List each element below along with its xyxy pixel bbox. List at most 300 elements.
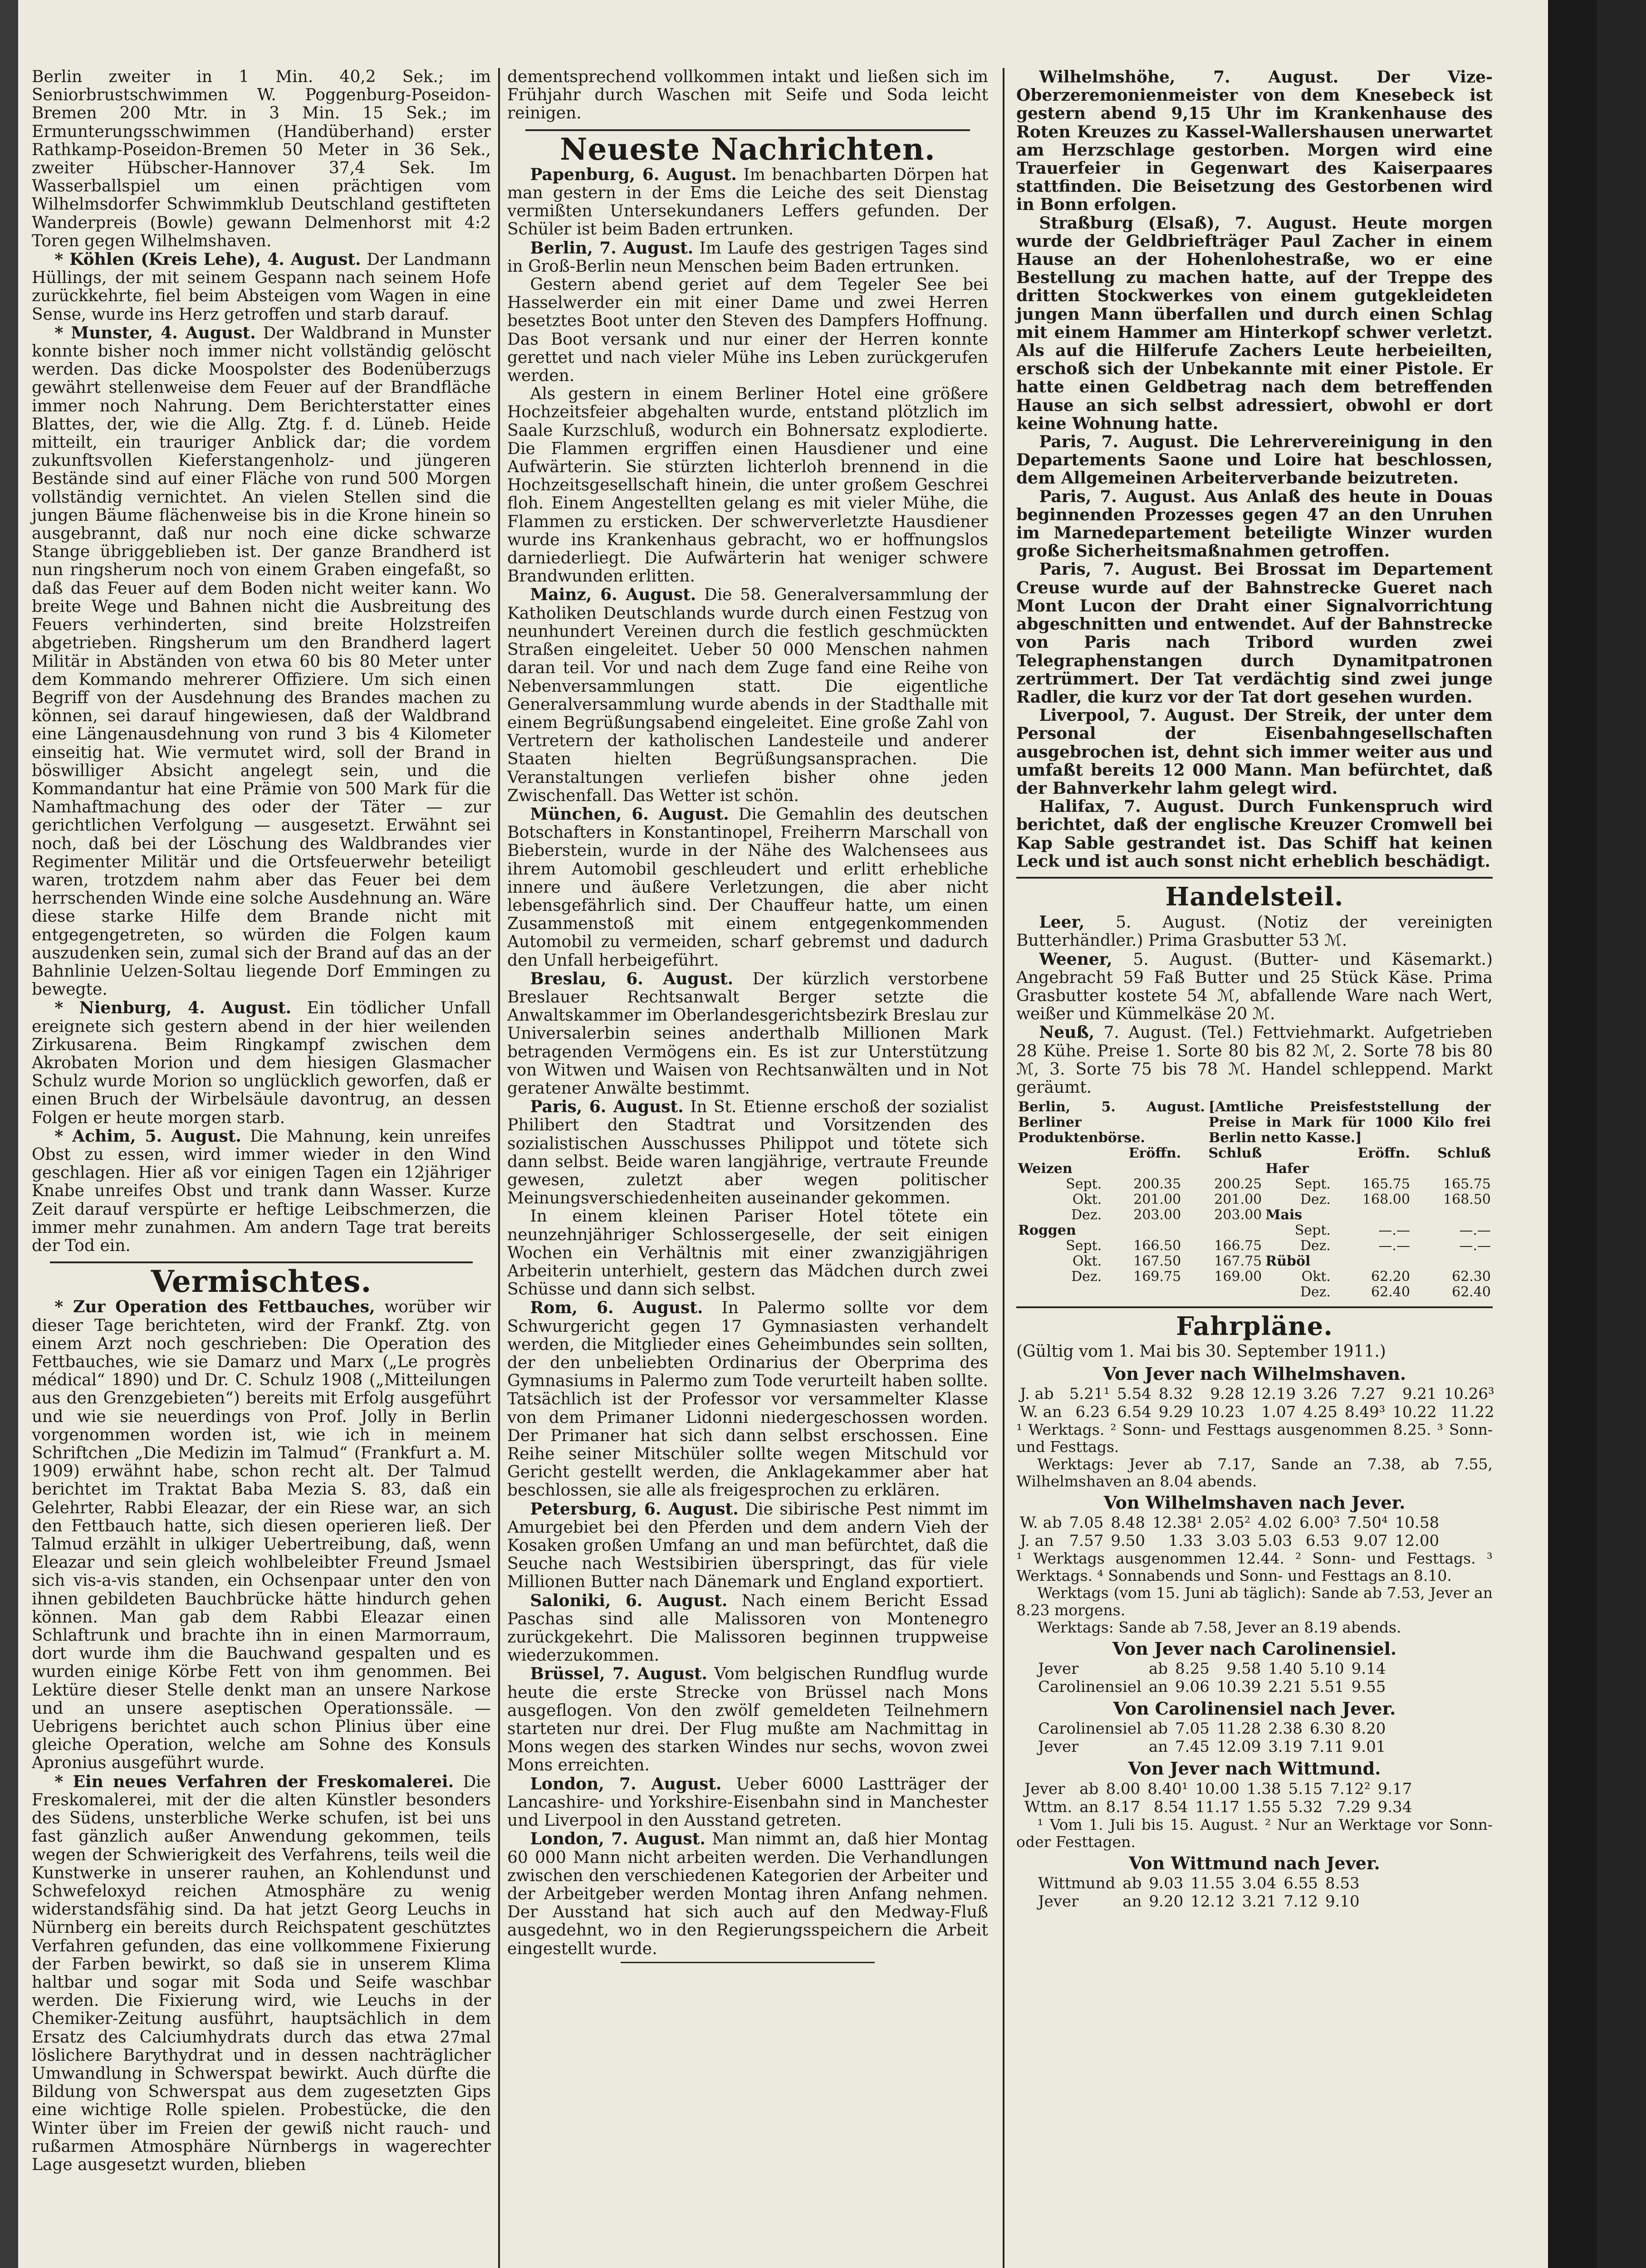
market-cell bbox=[1332, 1161, 1412, 1177]
column-rule-1 bbox=[498, 68, 500, 2268]
commodity-name: Rüböl bbox=[1265, 1253, 1311, 1270]
departure-time: an bbox=[1149, 1738, 1168, 1756]
departure-time: 3.21 bbox=[1242, 1892, 1277, 1911]
telegram-text: Der Vize-Oberzeremonienmeister von dem Knesebeck ist gestern abend 9,15 Uhr im Krankenhause des Roten Kreuzes zu Kassel-Wallershausen unerwartet am Herzschlage gestorben. Morgen wird eine Trauerfeier in Gegenwart des Kaiserpaares stattfinden. Die Beisetzung des Gestorbenen wird in Bonn erfolgen. bbox=[1016, 68, 1493, 215]
price-value: 166.50 bbox=[1133, 1238, 1181, 1254]
article-freskomalerei bbox=[32, 1773, 491, 2174]
departure-time: 11.17 bbox=[1195, 1798, 1239, 1816]
departure-time: 6.00³ bbox=[1299, 1513, 1340, 1532]
market-cell bbox=[1264, 1146, 1332, 1161]
news-item bbox=[507, 385, 988, 586]
dateline: * Nienburg, 4. August. bbox=[54, 998, 292, 1018]
market-text: 5. August. (Butter- und Käsemarkt.) Angebracht 59 Faß Butter und 25 Stück Käse. Prima Grasbutter kostete 54 ℳ, abfallende Ware nach Wert, weißer und Kümmelkäse 20 ℳ. bbox=[1016, 950, 1493, 1024]
price-value: 167.75 bbox=[1214, 1253, 1262, 1270]
telegram-item bbox=[1016, 68, 1493, 214]
timetable-heading: Von Carolinensiel nach Jever. bbox=[1113, 1698, 1396, 1719]
departure-time: 10.39 bbox=[1216, 1678, 1261, 1696]
departure-time: 9.03 bbox=[1149, 1874, 1184, 1892]
market-cell bbox=[1183, 1161, 1264, 1177]
news-item bbox=[507, 1207, 988, 1299]
price-value: 201.00 bbox=[1133, 1192, 1181, 1208]
departure-time: 5.03 bbox=[1258, 1531, 1293, 1550]
departure-time: 9.10 bbox=[1325, 1892, 1360, 1911]
station-name: W. ab bbox=[1020, 1513, 1062, 1532]
timetable-row bbox=[1016, 1385, 1498, 1403]
dateline: Paris, 7. August. bbox=[1039, 560, 1202, 579]
column-1 bbox=[32, 68, 491, 2174]
departure-time: 8.20 bbox=[1351, 1720, 1386, 1738]
commodity-name: Weizen bbox=[1018, 1161, 1073, 1177]
delivery-month: Dez. bbox=[1300, 1284, 1331, 1300]
departure-time: 10.23 bbox=[1200, 1403, 1244, 1421]
news-item bbox=[507, 276, 988, 385]
telegram-item bbox=[1016, 488, 1493, 561]
departure-time: 11.28 bbox=[1216, 1720, 1261, 1738]
departure-time: 9.14 bbox=[1351, 1660, 1386, 1678]
telegram-text: Der Streik, der unter dem Personal der Eisenbahngesellschaften ausgebrochen ist, dehnt sich immer weiter aus und umfaßt bereits 12 000 Mann. Man befürchtet, daß der Bahnverkehr lahm gelegt wird. bbox=[1016, 706, 1493, 798]
news-list bbox=[507, 166, 988, 1958]
price-value: 201.00 bbox=[1214, 1192, 1262, 1208]
station-name: Carolinensiel bbox=[1038, 1720, 1141, 1738]
dateline: Rom, 6. August. bbox=[530, 1298, 703, 1318]
departure-time: 4.25 bbox=[1303, 1403, 1337, 1421]
departure-time: 9.20 bbox=[1149, 1892, 1184, 1911]
market-cell bbox=[1332, 1254, 1412, 1269]
station-name: Wttm. bbox=[1024, 1798, 1073, 1816]
end-rule bbox=[621, 1962, 875, 1963]
departure-time: 8.32 bbox=[1158, 1384, 1193, 1403]
departure-time: 5.15 bbox=[1288, 1779, 1323, 1798]
market-report bbox=[1016, 1023, 1493, 1097]
departure-time: an bbox=[1122, 1892, 1142, 1911]
market-cell bbox=[1183, 1285, 1264, 1300]
article-text: Der Waldbrand in Munster konnte bisher noch immer nicht vollständig gelöscht werden. Das dicke Moospolster des Bodenüberzugs gewährt stellenweise dem Feuer auf der Brandfläche immer noch Nahrung. Dem Berichterstatter eines Blattes, der, wie die Allg. Ztg. f. d. Lüneb. Heide mitteilt, ein trauriger Anblick dar; die vordem zukunftsvollen Kieferstangenholz- und jüngeren Bestände sind auf einer Fläche von rund 500 Morgen vollständig vernichtet. An vielen Stellen sind die jungen Bäume flächenweise bis in die Krone hinein so ausgebrannt, daß nur noch eine dicke schwarze Stange übriggeblieben ist. Der ganze Brandherd ist nun ringsherum noch von einem Graben eingefaßt, so daß das Feuer auf dem Boden nicht weiter kann. Wo breite Wege und Bahnen nicht die Ausbreitung des Feuers verhinderten, sind breite Holzstreifen abgetrieben. Ringsherum um den Brandherd lagert Militär in Abständen von etwa 60 bis 80 Meter unter dem Kommando mehrerer Offiziere. Um sich einen Begriff von der Ausdehnung des Brandes machen zu können, sei darauf hingewiesen, daß der Waldbrand eine Längenausdehnung von rund 3 bis 4 Kilometer einseitig hat. Wie vermutet wird, soll der Brand in böswilliger Absicht angelegt sein, und die Kommandantur hat eine Prämie von 500 Mark für die Namhaftmachung des oder der Täter — zur gerichtlichen Verfolgung — ausgesetzt. Erwähnt sei noch, daß bei der Löschung des Waldbrandes vier Regimenter Militär und die Ortsfeuerwehr beteiligt waren, trotzdem nahm aber das Feuer bei dem herrschenden Winde eine solche Ausdehnung an. Wäre diese starke Hilfe dem Brande nicht mit entgegengetreten, so würden die Folgen kaum auszudenken sein, zumal sich der Brand auf das an der Bahnlinie Uelzen-Soltau liegende Dorf Emmingen zu bewegte. bbox=[32, 323, 491, 999]
section-heading-handelsteil: Handelsteil. bbox=[1165, 881, 1344, 912]
market-col-header: Eröffn. bbox=[1128, 1145, 1181, 1162]
telegram-list bbox=[1016, 68, 1493, 870]
market-cell bbox=[1332, 1207, 1412, 1223]
timetable-jever-wilhelmshaven bbox=[1016, 1385, 1498, 1421]
departure-time: 10.58 bbox=[1395, 1513, 1440, 1532]
market-cell bbox=[1103, 1223, 1183, 1238]
departure-time: 3.26 bbox=[1303, 1384, 1337, 1403]
price-value: 169.00 bbox=[1214, 1269, 1262, 1285]
price-value: —.— bbox=[1378, 1222, 1410, 1239]
market-row bbox=[1016, 1207, 1493, 1223]
news-item bbox=[507, 1592, 988, 1665]
market-report bbox=[1016, 950, 1493, 1024]
news-item bbox=[507, 1098, 988, 1207]
timetable-heading: Von Jever nach Wittmund. bbox=[1128, 1758, 1381, 1779]
market-reports bbox=[1016, 913, 1493, 1097]
news-item bbox=[507, 970, 988, 1098]
station-name: Jever bbox=[1038, 1660, 1079, 1678]
timetable-jever-wittmund bbox=[1021, 1780, 1416, 1816]
departure-time: 6.23 bbox=[1075, 1403, 1110, 1421]
timetable-notes: Werktags (vom 15. Juni ab täglich): Sande ab 7.53, Jever an 8.23 morgens. bbox=[1016, 1584, 1493, 1619]
telegram-text: Heute morgen wurde der Geldbriefträger Paul Zacher in einem Hause an der Hohenlohestraße, wo er eine Bestellung zu machen hatte, auf der Treppe des dritten Stockwerkes von einem gutgekleideten jungen Mann überfallen und durch einen Schlag mit einem Hammer am Hinterkopf schwer verletzt. Als auf die Hilferufe Zachers Leute herbeieilten, erschoß sich der Unbekannte mit einer Pistole. Er hatte einen Geldbetrag nach dem betreffenden Hause an sich selbst adressiert, obwohl er dort keine Wohnung hatte. bbox=[1016, 213, 1493, 433]
telegram-text: Bei Brossat im Departement Creuse wurde auf der Bahnstrecke Gueret nach Mont Lucon der Draht einer Signalvorrichtung abgeschnitten und entwendet. Auf der Bahnstrecke von Paris nach Tribord wurden zwei Telegraphenstangen durch Dynamitpatronen zertrümmert. Der Tat verdächtig sind zwei junge Radler, die kurz vor der Tat dort gesehen wurden. bbox=[1016, 560, 1493, 707]
news-item bbox=[507, 1299, 988, 1500]
departure-time: 9.55 bbox=[1351, 1678, 1386, 1696]
market-cell bbox=[1016, 1146, 1103, 1161]
delivery-month: Okt. bbox=[1072, 1192, 1102, 1208]
timetable-row bbox=[1021, 1798, 1416, 1816]
price-value: 167.50 bbox=[1133, 1253, 1181, 1270]
telegram-text: Die Lehrervereinigung in den Departements Saone und Loire hat beschlossen, dem Allgemeinen Arbeiterverbande beizutreten. bbox=[1016, 432, 1493, 488]
price-value: 168.00 bbox=[1362, 1192, 1410, 1208]
market-col-header: Schluß bbox=[1437, 1145, 1491, 1162]
article-nienburg bbox=[32, 999, 491, 1127]
departure-time: 7.05 bbox=[1175, 1720, 1210, 1738]
station-name: Wittmund bbox=[1038, 1874, 1116, 1892]
timetable-notes: ¹ Werktags ausgenommen 12.44. ² Sonn- und Festtags. ³ Werktags. ⁴ Sonnabends und Sonn- und Festtags an 8.10. bbox=[1016, 1549, 1493, 1584]
departure-time: 12.09 bbox=[1216, 1738, 1261, 1756]
market-cell bbox=[1016, 1285, 1103, 1300]
news-text: Die sibirische Pest nimmt im Amurgebiet bei den Pferden und dem andern Vieh der Kosaken großen Umfang an und man befürchtet, daß die Seuche nach Westsibirien überspringt, das für viele Millionen Butter nach Dänemark und England exportiert. bbox=[507, 1500, 988, 1592]
dateline: Halifax, 7. August. bbox=[1039, 797, 1225, 816]
market-row bbox=[1016, 1238, 1493, 1254]
market-row bbox=[1016, 1269, 1493, 1285]
departure-time: 2.38 bbox=[1268, 1720, 1303, 1738]
departure-time: 1.38 bbox=[1246, 1779, 1281, 1798]
delivery-month: Sept. bbox=[1294, 1222, 1331, 1239]
price-value: 166.75 bbox=[1214, 1238, 1262, 1254]
station-name: W. an bbox=[1020, 1403, 1062, 1421]
telegram-item bbox=[1016, 214, 1493, 433]
price-value: —.— bbox=[1459, 1222, 1491, 1239]
news-text: Ueber 6000 Lastträger der Lancashire- und Yorkshire-Eisenbahn sind in Manchester und Liverpool in den Ausstand getreten. bbox=[507, 1774, 988, 1830]
grain-price-table bbox=[1016, 1146, 1493, 1300]
departure-time: 6.30 bbox=[1309, 1720, 1344, 1738]
departure-time: 7.57 bbox=[1069, 1531, 1104, 1550]
price-value: 62.30 bbox=[1452, 1269, 1491, 1285]
column-rule-2 bbox=[1003, 68, 1004, 2268]
delivery-month: Sept. bbox=[1066, 1238, 1102, 1254]
dateline: Brüssel, 7. August. bbox=[530, 1664, 707, 1684]
timetable-row bbox=[1016, 1532, 1443, 1550]
departure-time: 8.48 bbox=[1111, 1513, 1146, 1532]
market-place: Weener, bbox=[1039, 949, 1112, 969]
departure-time: 7.45 bbox=[1175, 1738, 1210, 1756]
departure-time: 6.55 bbox=[1283, 1874, 1318, 1892]
market-row bbox=[1016, 1223, 1493, 1238]
delivery-month: Sept. bbox=[1294, 1176, 1331, 1193]
departure-time: 3.03 bbox=[1216, 1531, 1251, 1550]
timetable-row bbox=[1016, 1403, 1498, 1421]
section-divider bbox=[50, 1261, 473, 1263]
departure-time: 11.22 bbox=[1450, 1403, 1494, 1421]
departure-time: 9.01 bbox=[1351, 1738, 1386, 1756]
departure-time: 1.40 bbox=[1268, 1660, 1303, 1678]
telegram-text: Durch Funkenspruch wird berichtet, daß der englische Kreuzer Cromwell bei Kap Sable gestrandet ist. Das Schiff hat keinen Leck und ist auch sonst nicht erheblich beschädigt. bbox=[1016, 797, 1493, 871]
timetable-heading: Von Jever nach Carolinensiel. bbox=[1112, 1638, 1397, 1659]
dateline: Paris, 7. August. bbox=[1039, 432, 1199, 452]
departure-time: 12.19 bbox=[1251, 1384, 1296, 1403]
timetable-notes: ¹ Werktags. ² Sonn- und Festtags ausgenommen 8.25. ³ Sonn- und Festtags. bbox=[1016, 1420, 1493, 1456]
departure-time: 12.00 bbox=[1395, 1531, 1440, 1550]
timetable-notes: Werktags: Jever ab 7.17, Sande an 7.38, ab 7.55, Wilhelmshaven an 8.04 abends. bbox=[1016, 1455, 1493, 1490]
departure-time: an bbox=[1149, 1678, 1168, 1696]
departure-time: 9.06 bbox=[1175, 1678, 1210, 1696]
delivery-month: Sept. bbox=[1066, 1176, 1102, 1193]
news-item bbox=[507, 805, 988, 970]
price-value: —.— bbox=[1459, 1238, 1491, 1254]
market-cell bbox=[1103, 1285, 1183, 1300]
station-name: Jever bbox=[1038, 1738, 1079, 1756]
timetable-wittmund-jever bbox=[1034, 1874, 1363, 1911]
departure-time: 12.12 bbox=[1190, 1892, 1235, 1911]
delivery-month: Okt. bbox=[1301, 1269, 1331, 1285]
article-koehlen bbox=[32, 250, 491, 324]
market-row bbox=[1016, 1254, 1493, 1269]
market-row bbox=[1016, 1177, 1493, 1192]
price-value: 165.75 bbox=[1443, 1176, 1491, 1193]
departure-time: 11.55 bbox=[1190, 1874, 1235, 1892]
section-heading-neueste-nachrichten: Neueste Nachrichten. bbox=[560, 131, 936, 167]
article-text: Ein tödlicher Unfall ereignete sich gestern abend in der hier weilenden Zirkusarena. Beim Ringkampf zwischen dem Akrobaten Morion und dem hiesigen Glasmacher Schulz wurde Morion so unglücklich geworfen, daß er einen Bruch der Wirbelsäule davontrug, an dessen Folgen er heute morgen starb. bbox=[32, 999, 491, 1127]
departure-time: 6.54 bbox=[1117, 1403, 1151, 1421]
dateline: Breslau, 6. August. bbox=[530, 969, 734, 988]
timetable-heading: Von Wittmund nach Jever. bbox=[1129, 1853, 1380, 1873]
article-munster bbox=[32, 324, 491, 999]
timetable-wilhelmshaven-jever bbox=[1016, 1514, 1443, 1550]
dateline: * Köhlen (Kreis Lehe), 4. August. bbox=[54, 250, 361, 269]
news-text: In Palermo sollte vor dem Schwurgericht gegen 17 Gymnasiasten verhandelt werden, die Mitglieder eines Geheimbundes sein sollten, der den unbeliebten Ordinarius der Oberprima des Gymnasiums in Palermo zum Tode verurteilt haben sollte. Tatsächlich ist der Professor vor versammelter Klasse von dem Primaner Lidonni niedergeschossen worden. Der Primaner hat sich dann selbst erschossen. Eine Reihe seiner Mitschüler sollte wegen Mitschuld vor Gericht gestellt werden, die Anklagekammer aber hat beschlossen, sie alle als freigesprochen zu erklären. bbox=[507, 1299, 988, 1500]
section-heading-fahrplaene: Fahrpläne. bbox=[1176, 1311, 1333, 1342]
price-value: —.— bbox=[1378, 1238, 1410, 1254]
departure-time: 5.21¹ bbox=[1069, 1384, 1110, 1403]
departure-time: 4.02 bbox=[1258, 1513, 1293, 1532]
departure-time: ab bbox=[1149, 1720, 1168, 1738]
dateline: Paris, 7. August. bbox=[1039, 487, 1196, 506]
news-text: Man nimmt an, daß hier Montag 60 000 Mann nicht arbeiten werden. Die Verhandlungen zwischen den verschiedenen Kategorien der Arbeiter und der Arbeitgeber werden Montag ihren Anfang nehmen. Der Ausstand hat sich auch auf den Medway-Fluß ausgedehnt, wo in den Regierungsspeichern die Arbeit eingestellt wurde. bbox=[507, 1830, 988, 1958]
news-item bbox=[507, 166, 988, 239]
dateline: München, 6. August. bbox=[530, 804, 729, 824]
news-item bbox=[507, 1500, 988, 1592]
departure-time: 8.25 bbox=[1175, 1660, 1210, 1678]
departure-time: 6.53 bbox=[1305, 1531, 1340, 1550]
departure-time: 10.22 bbox=[1392, 1403, 1437, 1421]
departure-time: 9.28 bbox=[1210, 1384, 1244, 1403]
section-divider bbox=[1016, 877, 1493, 879]
article-title: * Ein neues Verfahren der Freskomalerei. bbox=[54, 1772, 454, 1791]
departure-time: 9.07 bbox=[1353, 1531, 1388, 1550]
price-value: 62.20 bbox=[1371, 1269, 1410, 1285]
departure-time: ab bbox=[1122, 1874, 1142, 1892]
news-item bbox=[507, 1665, 988, 1774]
timetable-row bbox=[1021, 1780, 1416, 1798]
telegram-item bbox=[1016, 797, 1493, 870]
news-text: Vom belgischen Rundflug wurde heute die erste Strecke von Brüssel nach Mons ausgeflogen. Von den zwölf gemeldeten Teilnehmern starteten nur drei. Der Flug mußte am Nachmittag in Mons wegen des starken Windes nur sechs, wovon zwei Mons erreichten. bbox=[507, 1665, 988, 1775]
price-value: 168.50 bbox=[1443, 1192, 1491, 1208]
dateline: Papenburg, 6. August. bbox=[530, 165, 737, 184]
departure-time: 9.50 bbox=[1111, 1531, 1146, 1550]
departure-time: 9.21 bbox=[1402, 1384, 1437, 1403]
berlin-heading-right: [Amtliche Preisfeststellung der Preise in Mark für 1000 Kilo frei Berlin netto Kasse.] bbox=[1209, 1099, 1491, 1146]
departure-time: ab bbox=[1149, 1660, 1168, 1678]
timetable-row bbox=[1034, 1892, 1363, 1911]
delivery-month: Okt. bbox=[1072, 1253, 1102, 1270]
departure-time: 7.12² bbox=[1330, 1779, 1371, 1798]
market-text: 7. August. (Tel.) Fettviehmarkt. Aufgetrieben 28 Kühe. Preise 1. Sorte 80 bis 82 ℳ, 2. Sorte 78 bis 80 ℳ, 3. Sorte 75 bis 78 ℳ. Handel schleppend. Markt geräumt. bbox=[1016, 1023, 1493, 1097]
article-continuation: dementsprechend vollkommen intakt und ließen sich im Frühjahr durch Waschen mit Seife und Soda leicht reinigen. bbox=[507, 68, 988, 123]
commodity-name: Hafer bbox=[1265, 1161, 1309, 1177]
column-3 bbox=[1016, 68, 1493, 1911]
berlin-heading-left: Berlin, 5. August. Berliner Produktenbörse. bbox=[1018, 1099, 1205, 1146]
commodity-name: Roggen bbox=[1018, 1222, 1076, 1239]
departure-time: 2.21 bbox=[1268, 1678, 1303, 1696]
telegram-item bbox=[1016, 433, 1493, 488]
article-achim bbox=[32, 1127, 491, 1255]
departure-time: 8.53 bbox=[1325, 1874, 1360, 1892]
market-row bbox=[1016, 1192, 1493, 1207]
delivery-month: Dez. bbox=[1300, 1238, 1331, 1254]
article-text: Der Landmann Hüllings, der mit seinem Gespann nach seinem Hofe zurückkehrte, fiel beim Absteigen vom Wagen in eine Sense, wurde ins Herz getroffen und starb darauf. bbox=[32, 250, 491, 324]
telegram-item bbox=[1016, 706, 1493, 797]
news-text: Nach einem Bericht Essad Paschas sind alle Malissoren von Montenegro zurückgekehrt. Die Malissoren beginnen truppweise wiederzukommen. bbox=[507, 1591, 988, 1665]
price-value: 62.40 bbox=[1371, 1284, 1410, 1300]
departure-time: 10.00 bbox=[1195, 1779, 1239, 1798]
departure-time: 5.51 bbox=[1309, 1678, 1344, 1696]
commodity-name: Mais bbox=[1265, 1207, 1303, 1223]
timetable-row bbox=[1034, 1738, 1389, 1756]
berlin-header bbox=[1016, 1100, 1493, 1146]
price-value: 200.25 bbox=[1214, 1176, 1262, 1193]
departure-time: 7.50⁴ bbox=[1347, 1513, 1388, 1532]
article-text: worüber wir dieser Tage berichteten, wird der Frankf. Ztg. von einem Arzt noch geschrieben: Die Operation des Fettbauches, wie sie Damarz und Marx („Le progrès médical“ 1890) und Dr. C. Schulz 1908 („Mitteilungen aus den Grenzgebieten“) bereits mit Erfolg ausgeführt und wie sie neuerdings von Prof. Jolly in Berlin vorgenommen worden ist, wie ich in meinem Schriftchen „Die Medizin im Talmud“ (Frankfurt a. M. 1909) erwähnt habe, schon recht alt. Der Talmud berichtet im Traktat Baba Mezia S. 83, daß ein Gelehrter, Rabbi Eleazar, der ein Riese war, an sich den Fettbauch hatte, sich diesen operieren ließ. Der Talmud erzählt in ulkiger Uebertreibung, daß, wenn Eleazar und sein gleich wohlbeleibter Freund Jsmael sich vis-a-vis standen, ein Ochsenpaar unter den von ihnen gebildeten Bauchbrücke hätte hindurch gehen können. Man gab dem Rabbi Eleazar einen Schlaftrunk und brachte ihn in einen Marmorraum, dort wurde ihm die Bauchwand gespalten und es wurden einige Körbe Fett von ihm genommen. Bei Lektüre dieser Stelle denkt man an unsere Narkose und an unsere aseptischen Operationssäle. — Uebrigens berichtet auch schon Plinius über eine gleiche Operation, welche am Sohne des Konsuls Apronius ausgeführt wurde. bbox=[32, 1298, 491, 1773]
news-text: Im Laufe des gestrigen Tages sind in Groß-Berlin neun Menschen beim Baden ertrunken. bbox=[507, 239, 989, 276]
news-text: Im benachbarten Dörpen hat man gestern in der Ems die Leiche des seit Dienstag vermißten Untersekundaners Leffers gefunden. Der Schüler ist beim Baden ertrunken. bbox=[507, 165, 989, 239]
dateline: Saloniki, 6. August. bbox=[530, 1591, 728, 1610]
departure-time: 8.00 bbox=[1106, 1779, 1141, 1798]
timetable-jever-carolinensiel bbox=[1034, 1660, 1389, 1696]
timetable-validity: (Gültig vom 1. Mai bis 30. September 1911.) bbox=[1016, 1342, 1386, 1361]
station-name: Jever bbox=[1024, 1779, 1065, 1798]
station-name: J. ab bbox=[1020, 1384, 1054, 1403]
news-item bbox=[507, 586, 988, 805]
news-item bbox=[507, 1775, 988, 1830]
market-cell bbox=[1103, 1161, 1183, 1177]
departure-time: 8.40¹ bbox=[1147, 1779, 1188, 1798]
timetable-notes: ¹ Vom 1. Juli bis 15. August. ² Nur an Werktage vor Sonn- oder Festtagen. bbox=[1016, 1815, 1493, 1851]
price-value: 203.00 bbox=[1214, 1207, 1262, 1223]
left-page-edge bbox=[0, 0, 18, 2268]
departure-time: 7.11 bbox=[1309, 1738, 1344, 1756]
dateline: London, 7. August. bbox=[530, 1774, 722, 1794]
right-page-edge bbox=[1548, 0, 1597, 2268]
price-value: 200.35 bbox=[1133, 1176, 1181, 1193]
timetable-row bbox=[1016, 1514, 1443, 1532]
departure-time: 10.26³ bbox=[1444, 1384, 1494, 1403]
market-col-header: Schluß bbox=[1208, 1145, 1262, 1162]
delivery-month: Dez. bbox=[1071, 1207, 1102, 1223]
market-place: Neuß, bbox=[1039, 1023, 1095, 1042]
departure-time: 1.55 bbox=[1246, 1798, 1281, 1816]
departure-time: 9.29 bbox=[1158, 1403, 1193, 1421]
station-name: J. an bbox=[1020, 1531, 1054, 1550]
market-cell bbox=[1412, 1161, 1493, 1177]
timetable-notes: Werktags: Sande ab 7.58, Jever an 8.19 abends. bbox=[1037, 1618, 1401, 1636]
market-report bbox=[1016, 913, 1493, 950]
market-cell bbox=[1412, 1207, 1493, 1223]
market-col-header: Eröffn. bbox=[1357, 1145, 1410, 1162]
timetable-row bbox=[1034, 1720, 1389, 1738]
news-text: Die 58. Generalversammlung der Katholiken Deutschlands wurde durch einen Festzug von neunhundert Vereinen durch die festlich geschmückten Straßen eingeleitet. Ueber 50 000 Menschen nahmen daran teil. Vor und nach dem Zuge fand eine Reihe von Nebenversammlungen statt. Die eigentliche Generalversammlung wurde abends in der Stadthalle mit einem Begrüßungsabend eingeleitet. Eine große Zahl von Vertretern der katholischen Landesteile und anderer Staaten hielten Begrüßungsansprachen. Die Veranstaltungen verliefen bisher ohne jeden Zwischenfall. Das Wetter ist schön. bbox=[507, 586, 988, 805]
timetable-heading: Von Wilhelmshaven nach Jever. bbox=[1103, 1492, 1406, 1513]
article-text: Die Freskomalerei, mit der die alten Künstler besonders des Südens, unsterbliche Werke schufen, ist bei uns fast gänzlich außer Anwendung gekommen, teils wegen der Schwierigkeit des Verfahrens, teils weil die Kunstwerke in unserer rauhen, an Kohlendunst und Schwefeloxyd reichen Atmosphäre zu wenig widerstandsfähig sind. Da hat jetzt Georg Leuchs in Nürnberg ein bereits durch Reichspatent geschütztes Verfahren gefunden, das eine vollkommene Fixierung der Farben bewirkt, so daß sie in unserem Klima haltbar und sogar mit Soda und Seife waschbar werden. Die Fixierung wird, wie Leuchs in der Chemiker-Zeitung ausführt, hauptsächlich in dem Ersatz des Calciumhydrats durch das etwa 27mal löslichere Barythydrat und in dessen nachträglicher Umwandlung in Schwerspat bewirkt. Auch dürfte die Bildung von Schwerspat aus dem zugesetzten Gips eine wichtige Rolle spielen. Probestücke, die den Winter über im Freien der gewiß nicht rauch- und rußarmen Atmosphäre Nürnbergs in wagerechter Lage ausgesetzt wurden, blieben bbox=[32, 1772, 491, 2174]
dateline: Petersburg, 6. August. bbox=[530, 1499, 739, 1519]
section-heading-vermischtes: Vermischtes. bbox=[151, 1264, 372, 1300]
departure-time: an bbox=[1079, 1798, 1099, 1816]
news-text: In einem kleinen Pariser Hotel tötete ein neunzehnjähriger Schlossergeselle, der seit einigen Wochen ein Verhältnis mit einer zwanzigjährigen Arbeiterin unterhielt, gestern das Mädchen durch zwei Schüsse und dann sich selbst. bbox=[507, 1207, 988, 1299]
departure-time: 1.07 bbox=[1261, 1403, 1296, 1421]
section-divider bbox=[525, 129, 970, 131]
dateline: Liverpool, 7. August. bbox=[1039, 706, 1235, 725]
dateline: London, 7. August. bbox=[530, 1829, 705, 1849]
news-text: Der kürzlich verstorbene Breslauer Rechtsanwalt Berger setzte die Anwaltskammer im Oberlandesgerichtsbezirk Breslau zur Universalerbin seines anderthalb Millionen Mark betragenden Vermögens ein. Es ist zur Unterstützung von Witwen und Waisen von Rechtsanwälten und in Not geratener Anwälte bestimmt. bbox=[507, 969, 988, 1098]
departure-time: 5.10 bbox=[1309, 1660, 1344, 1678]
departure-time: 5.54 bbox=[1117, 1384, 1151, 1403]
telegram-text: Aus Anlaß des heute in Douas beginnenden Prozesses gegen 47 an den Unruhen im Marnedepartement beteiligte Winzer wurden große Sicherheitsmaßnahmen getroffen. bbox=[1016, 487, 1493, 561]
departure-time: 7.05 bbox=[1069, 1513, 1104, 1532]
departure-time: 1.33 bbox=[1168, 1531, 1203, 1550]
timetable-row bbox=[1034, 1874, 1363, 1892]
timetable-carolinensiel-jever bbox=[1034, 1720, 1389, 1756]
timetable-row bbox=[1034, 1678, 1389, 1696]
market-row bbox=[1016, 1285, 1493, 1300]
article-text: Die Mahnung, kein unreifes Obst zu essen, wird immer wieder in den Wind geschlagen. Hier aß vor einigen Tagen ein 12jähriger Knabe unreifes Obst und trank dann Wasser. Kurze Zeit darauf verspürte er heftige Leibschmerzen, die immer mehr zunahmen. Am andern Tage trat bereits der Tod ein. bbox=[32, 1127, 491, 1255]
price-value: 165.75 bbox=[1362, 1176, 1410, 1193]
timetable-row bbox=[1034, 1660, 1389, 1678]
departure-time: 3.04 bbox=[1242, 1874, 1277, 1892]
market-header-row bbox=[1016, 1146, 1493, 1161]
news-text: Gestern abend geriet auf dem Tegeler See bei Hasselwerder ein mit einer Dame und zwei Herren besetztes Boot unter den Steven des Dampfers Hoffnung. Das Boot versank und nur einer der Herren konnte gerettet und nach vieler Mühe ins Leben zurückgerufen werden. bbox=[507, 275, 988, 386]
departure-time: 7.12 bbox=[1283, 1892, 1318, 1911]
dateline: Berlin, 7. August. bbox=[530, 238, 694, 258]
departure-time: 12.38¹ bbox=[1152, 1513, 1203, 1532]
departure-time: 8.17 bbox=[1106, 1798, 1141, 1816]
departure-time: 2.05² bbox=[1210, 1513, 1251, 1532]
news-text: In St. Etienne erschoß der sozialist Philibert den Stadtrat und Vorsitzenden des sozialistischen Ausschusses Philippot und tötete sich dann selbst. Beide waren langjährige, vertraute Freunde gewesen, zuletzt aber wegen politischer Meinungsverschiedenheiten auseinander gekommen. bbox=[507, 1098, 988, 1208]
market-row bbox=[1016, 1161, 1493, 1177]
departure-time: 9.17 bbox=[1377, 1779, 1412, 1798]
station-name: Carolinensiel bbox=[1038, 1678, 1141, 1696]
market-text: 5. August. (Notiz der vereinigten Butterhändler.) Prima Grasbutter 53 ℳ. bbox=[1016, 913, 1493, 950]
news-item bbox=[507, 239, 988, 276]
station-name: Jever bbox=[1038, 1892, 1079, 1911]
delivery-month: Dez. bbox=[1071, 1269, 1102, 1285]
column-2 bbox=[507, 68, 988, 1967]
departure-time: 9.58 bbox=[1226, 1660, 1261, 1678]
article-title: * Zur Operation des Fettbauches, bbox=[54, 1297, 375, 1317]
departure-time: 9.34 bbox=[1377, 1798, 1412, 1816]
news-text: Die Gemahlin des deutschen Botschafters in Konstantinopel, Freiherrn Marschall von Bieberstein, wurde in der Nähe des Walchensees aus ihrem Automobil geschleudert und erlitt erhebliche innere und äußere Verletzungen, die aber nicht lebensgefährlich sind. Der Chauffeur hatte, um einen Zusammenstoß mit einem entgegenkommenden Automobil zu vermeiden, scharf gebremst und dadurch den Unfall herbeigeführt. bbox=[507, 805, 989, 970]
dateline: Paris, 6. August. bbox=[530, 1097, 684, 1117]
delivery-month: Dez. bbox=[1300, 1192, 1331, 1208]
price-value: 169.75 bbox=[1133, 1269, 1181, 1285]
market-place: Leer, bbox=[1039, 913, 1085, 932]
market-cell bbox=[1412, 1254, 1493, 1269]
departure-time: 8.49³ bbox=[1344, 1403, 1386, 1421]
departure-time: 8.54 bbox=[1153, 1798, 1188, 1816]
article-swim-results: Berlin zweiter in 1 Min. 40,2 Sek.; im Seniorbrustschwimmen W. Poggenburg-Poseidon-Bremen 200 Mtr. in 3 Min. 15 Sek.; im Ermunterungsschwimmen (Handüberhand) erster Rathkamp-Poseidon-Bremen 50 Meter in 36 Sek., zweiter Hübscher-Hannover 37,4 Sek. Im Wasserballspiel um einen prächtigen vom Wilhelmsdorfer Schwimmklub Deutschland gestifteten Wanderpreis (Bowle) gewann Delmenhorst mit 4:2 Toren gegen Wilhelmshaven. bbox=[32, 68, 491, 250]
departure-time: ab bbox=[1079, 1779, 1099, 1798]
dateline: * Munster, 4. August. bbox=[54, 323, 256, 342]
departure-time: 7.29 bbox=[1336, 1798, 1371, 1816]
news-text: Als gestern in einem Berliner Hotel eine größere Hochzeitsfeier abgehalten wurde, entstand plötzlich im Saale Kurzschluß, wodurch ein Bohnersatz explodierte. Die Flammen ergriffen einen Hausdiener und eine Aufwärterin. Sie stürzten lichterloh brennend in die Hochzeitsgesellschaft hinein, die unter großem Geschrei floh. Einem Angestellten gelang es mit vieler Mühe, die Flammen zu ersticken. Der schwerverletzte Hausdiener wurde ins Krankenhaus gebracht, wo er hoffnungslos darniederliegt. Die Aufwärterin hat weniger schwere Brandwunden erlitten. bbox=[507, 385, 988, 586]
dateline: Wilhelmshöhe, 7. August. bbox=[1039, 68, 1339, 87]
